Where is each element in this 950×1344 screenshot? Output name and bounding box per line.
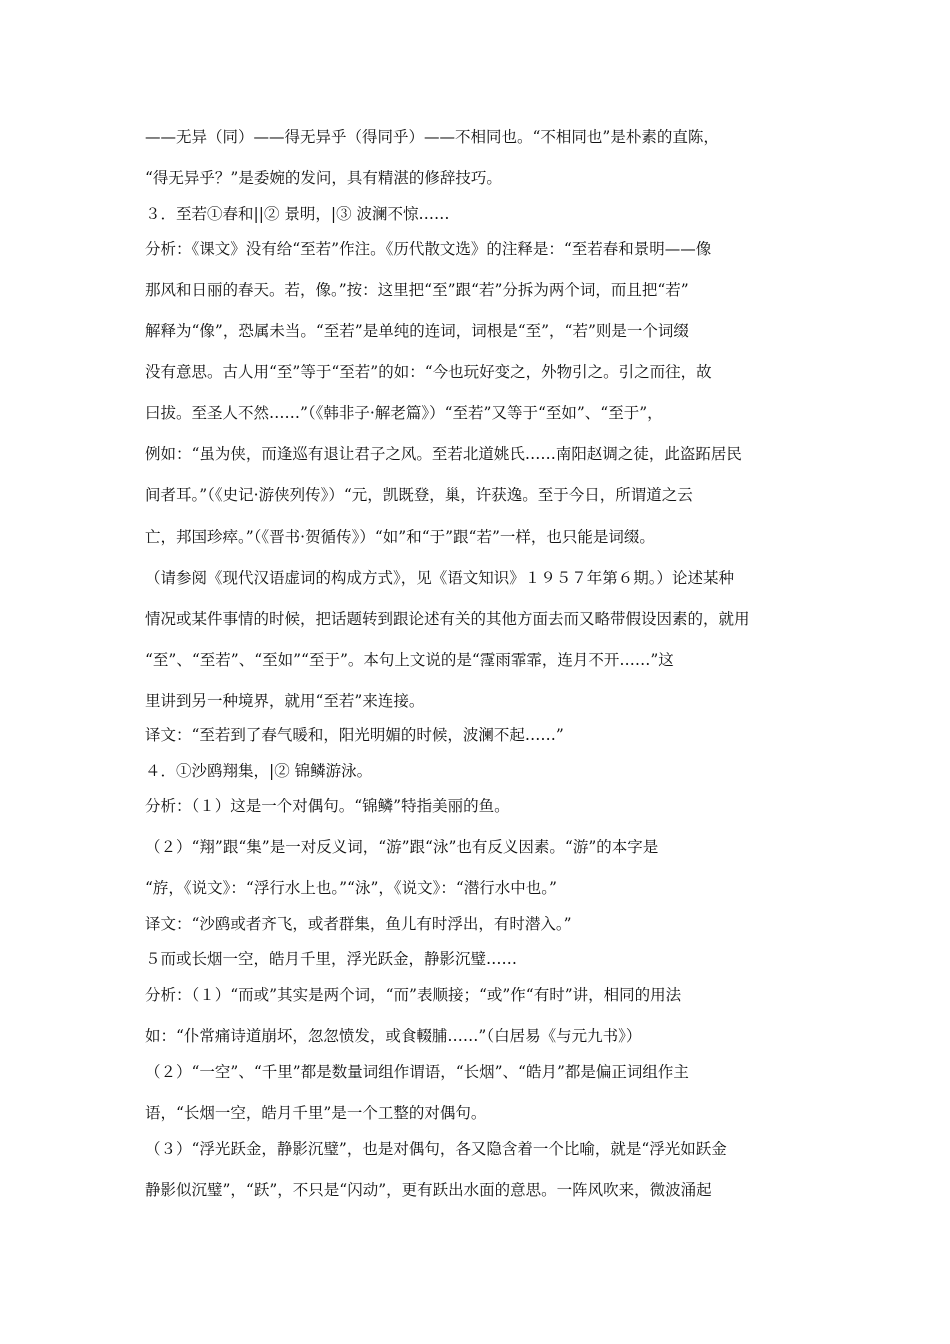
text-line: 译文：“至若到了春气暖和，阳光明媚的时候，波澜不起……”	[145, 726, 564, 744]
text-line: 如：“仆常痛诗道崩坏，忽忽愤发，或食輟脯……”（白居易《与元九书》）	[145, 1027, 642, 1045]
text-line: “得无异乎？”是委婉的发问，具有精湛的修辞技巧。	[145, 169, 502, 187]
text-line: ３．至若①春和||② 景明，|③ 波澜不惊……	[145, 205, 450, 223]
text-line: （３）“浮光跃金，静影沉璧”，也是对偶句，各又隐含着一个比喻，就是“浮光如跃金	[145, 1140, 727, 1158]
text-line: 解释为“像”，恐属未当。“至若”是单纯的连词，词根是“至”，“若”则是一个词缀	[145, 322, 689, 340]
text-line: （２）“一空”、“千里”都是数量词组作谓语，“长烟”、“皓月”都是偏正词组作主	[145, 1063, 689, 1081]
text-line: 分析：（１）“而或”其实是两个词，“而”表顺接；“或”作“有时”讲，相同的用法	[145, 986, 682, 1004]
text-line: 曰拔。至圣人不然……”（《韩非子·解老篇》）“至若”又等于“至如”、“至于”，	[145, 404, 663, 422]
text-line: 分析：《课文》没有给“至若”作注。《历代散文选》的注释是：“至若春和景明——像	[145, 240, 712, 258]
text-line: 没有意思。古人用“至”等于“至若”的如：“今也玩好变之，外物引之。引之而往，故	[145, 363, 712, 381]
text-line: 亡，邦国珍瘁。”（《晋书·贺循传》）“如”和“于”跟“若”一样，也只能是词缀。	[145, 528, 655, 546]
text-line: 情况或某件事情的时候，把话题转到跟论述有关的其他方面去而又略带假设因素的，就用	[145, 610, 750, 628]
text-line: 语，“长烟一空，皓月千里”是一个工整的对偶句。	[145, 1104, 487, 1122]
text-line: ４．①沙鸥翔集，|② 锦鳞游泳。	[145, 762, 373, 780]
text-line: 静影似沉璧”，“跃”，不只是“闪动”，更有跃出水面的意思。一阵风吹来，微波涌起	[145, 1181, 712, 1199]
text-line: （请参阅《现代汉语虚词的构成方式》，见《语文知识》１９５７年第６期。）论述某种	[145, 569, 735, 587]
text-line: 译文：“沙鸥或者齐飞，或者群集，鱼儿有时浮出，有时潜入。”	[145, 915, 572, 933]
text-line: 里讲到另一种境界，就用“至若”来连接。	[145, 692, 425, 710]
text-line: （２）“翔”跟“集”是一对反义词，“游”跟“泳”也有反义因素。“游”的本字是	[145, 838, 659, 856]
text-line: 例如：“虽为侠，而逢巡有退让君子之风。至若北道姚氏……南阳赵调之徒，此盗跖居民	[145, 445, 742, 463]
text-line: 分析：（１）这是一个对偶句。“锦鳞”特指美丽的鱼。	[145, 797, 510, 815]
text-line: “斿，《说文》：“浮行水上也。”“泳”，《说文》：“潜行水中也。”	[145, 879, 557, 897]
text-line: 间者耳。”（《史记·游侠列传》）“元，凯既登，巢，许获逸。至于今日，所谓道之云	[145, 486, 693, 504]
text-line: ——无异（同）——得无异乎（得同乎）——不相同也。“不相同也”是朴素的直陈，	[145, 128, 719, 146]
text-line: 那风和日丽的春天。若，像。”按：这里把“至”跟“若”分拆为两个词，而且把“若”	[145, 281, 689, 299]
text-line: “至”、“至若”、“至如”“至于”。本句上文说的是“霪雨霏霏，连月不开……”这	[145, 651, 674, 669]
text-line: ５而或长烟一空，皓月千里，浮光跃金，静影沉璧……	[145, 950, 518, 968]
